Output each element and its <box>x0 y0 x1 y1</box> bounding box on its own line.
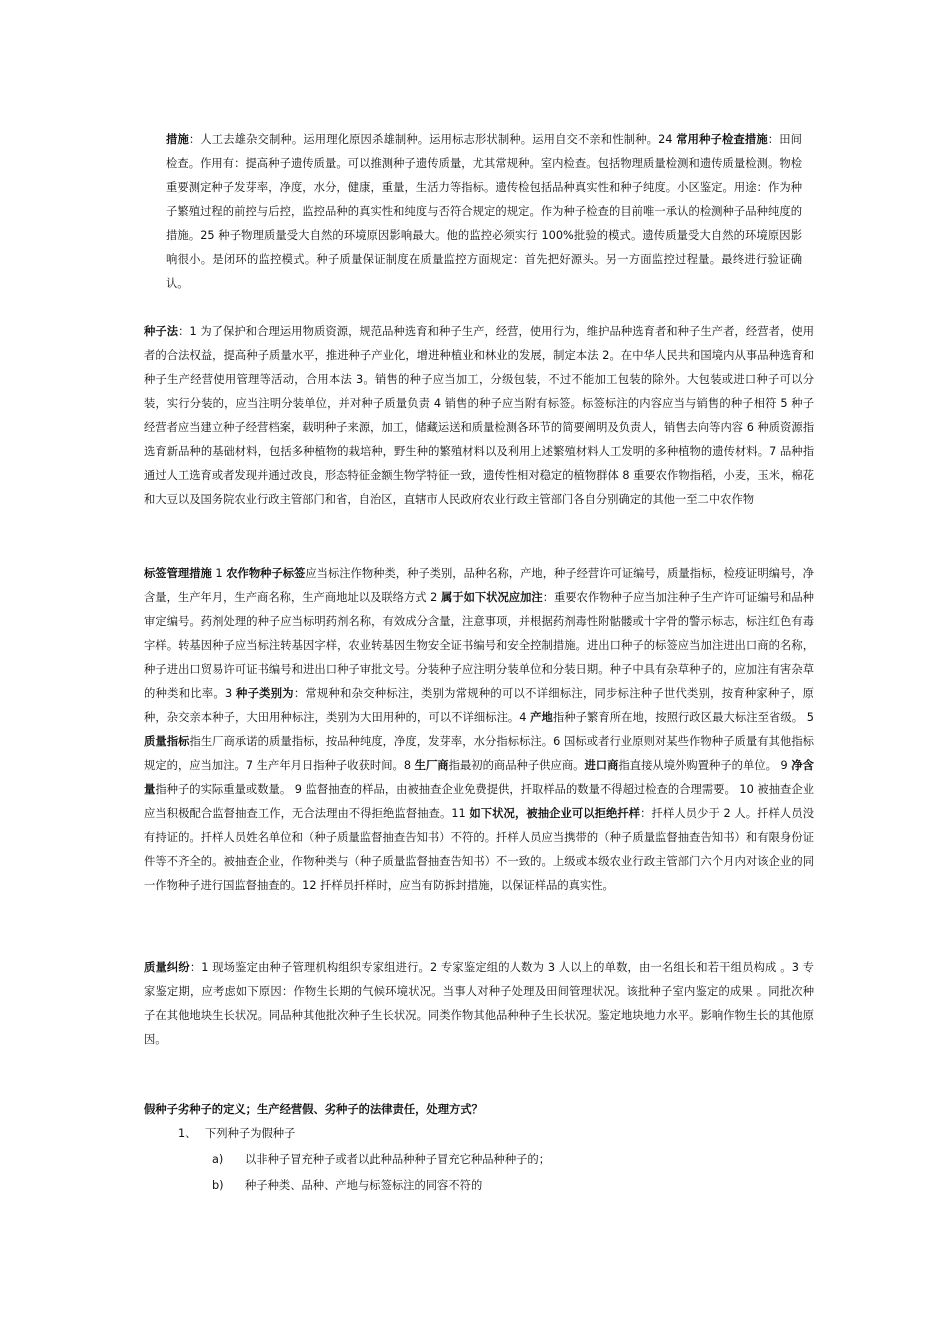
list-letter: b) <box>212 1179 224 1192</box>
bold-term: 措施 <box>166 133 189 146</box>
list-number: 1、 <box>178 1127 197 1140</box>
bold-term: 质量纠纷 <box>144 961 190 974</box>
text-run: ：1 为了保护和合理运用物质资源，规范品种选育和种子生产，经营，使用行为，维护品种选育者和种子生产者，经营者，使用者的合法权益，提高种子质量水平，推进种子产业化，增进种植业和林业的发展，制定本法 2。在中华人民共和国境内从事品种选育和种子生产经营使用管理等活动，合用本法 3。销售的种子应当加工，分级包装，不过不能加工包装的除外。大包装或进口种子可以分装，实行分装的，应当注明分装单位，并对种子质量负责 4 销售的种子应当附有标签。标签标注的内容应当与销售的种子相符 5 种子经营者应当建立种子经营档案，载明种子来源，加工，储藏运送和质量检测各环节的简要阐明及负责人，销售去向等内容 6 种质资源指选育新品种的基础材料，包括多种植物的栽培种，野生种的繁殖材料以及利用上述繁殖材料人工发明的多种植物的遗传材料。7 品种指通过人工选育或者发现并通过改良，形态特征金额生物学特征一致，遗传性相对稳定的植物群体 8 重要农作物指稻，小麦，玉米，棉花和大豆以及国务院农业行政主管部门和省，自治区，直辖市人民政府农业行政主管部门各自分别确定的其他一至二中农作物 <box>144 325 814 506</box>
list-letter: a) <box>212 1153 224 1166</box>
bold-term: 净含量 <box>144 759 814 796</box>
text-run: 指种子繁育所在地，按照行政区最大标注至省级。 5 <box>552 711 814 724</box>
text-run: ：重要农作物种子应当加注种子生产许可证编号和品种审定编号。药剂处理的种子应当标明药剂名称，有效成分含量，注意事项，并根据药剂毒性附骷髅或十字骨的警示标志，标注红色有毒字样。转基因种子应当标注转基因字样，农业转基因生物安全证书编号和安全控制措施。进出口种子的标签应当加注进出口商的名称，种子进出口贸易许可证书编号和进出口种子审批文号。分装种子应注明分装单位和分装日期。种子中具有杂草种子的，应加注有害杂草的种类和比率。3 <box>144 591 814 700</box>
text-run: ：1 现场鉴定由种子管理机构组织专家组进行。2 专家鉴定组的人数为 3 人以上的单数，由一名组长和若干组员构成 。3 专家鉴定期，应考虑如下原因：作物生长期的气候环境状况。当事人对种子处理及田间管理状况。该批种子室内鉴定的成果 。同批次种子在其他地块生长状况。同品种其他批次种子生长状况。同类作物其他品种种子生长状况。鉴定地块地力水平。影响作物生长的其他原因。 <box>144 961 814 1046</box>
text-run: ：田间检查。作用有：提高种子遗传质量。可以推测种子遗传质量，尤其常规种。室内检查。包括物理质量检测和遗传质量检测。物检重要测定种子发芽率，净度，水分，健康，重量，生活力等指标。遗传检包括品种真实性和种子纯度。小区鉴定。用途：作为种子繁殖过程的前控与后控，监控品种的真实性和纯度与否符合规定的规定。作为种子检查的目前唯一承认的检测种子品种纯度的措施。25 种子物理质量受大自然的环境原因影响最大。他的监控必须实行 100%批验的模式。遗传质量受大自然的环境原因影响很小。是闭环的监控模式。种子质量保证制度在质量监控方面规定：首先把好源头。另一方面监控过程量。最终进行验证确认。 <box>166 133 802 290</box>
text-run: 指生厂商承诺的质量指标，按品种纯度，净度，发芽率，水分指标标注。6 国标或者行业原则对某些作物种子质量有其他指标规定的，应当加注。7 生产年月日指种子收获时间。8 <box>144 735 814 772</box>
text-run: ：常规种和杂交种标注，类别为常规种的可以不详细标注，同步标注种子世代类别，按育种家种子，原种，杂交亲本种子，大田用种标注，类别为大田用种的，可以不详细标注。4 <box>144 687 814 724</box>
bold-term: 种子法 <box>144 325 179 338</box>
bold-term: 产地 <box>530 711 553 724</box>
text-run: 应当标注作物种类，种子类别，品种名称，产地，种子经营许可证编号，质量指标，检疫证明编号，净含量，生产年月，生产商名称，生产商地址以及联络方式 2 <box>144 567 814 604</box>
list-text: 下列种子为假种子 <box>205 1127 296 1140</box>
bold-term: 种子类别为 <box>236 687 294 700</box>
paragraph-label-management <box>144 562 814 898</box>
bold-term: 如下状况，被抽企业可以拒绝扦样 <box>469 807 641 820</box>
bold-term: 属于如下状况应加注 <box>440 591 543 604</box>
list-text: 以非种子冒充种子或者以此种品种种子冒充它种品种种子的； <box>245 1153 551 1166</box>
text-run: 指种子的实际重量或数量。 9 监督抽查的样品，由被抽查企业免费提供，扦取样品的数量不得超过检查的合理需要。 10 被抽查企业应当积极配合监督抽查工作，无合法理由不得拒绝监督抽查。11 <box>144 783 814 820</box>
text-run: 指最初的商品种子供应商。 <box>448 759 585 772</box>
bold-term: 生厂商 <box>414 759 449 772</box>
bold-term: 质量指标 <box>144 735 190 748</box>
text-run: 1 <box>211 567 227 580</box>
bold-term: 常用种子检查措施 <box>676 133 768 146</box>
text-run: 指直接从境外购置种子的单位。 9 <box>618 759 792 772</box>
bold-term: 标签管理措施 <box>144 567 212 580</box>
bold-term: 进口商 <box>584 759 619 772</box>
text-run: ：扦样人员少于 2 人。扦样人员没有持证的。扦样人员姓名单位和（种子质量监督抽查告知书）不符的。扦样人员应当携带的（种子质量监督抽查告知书）和有限身份证件等不齐全的。被抽查企业，作物种类与（种子质量监督抽查告知书）不一致的。上级或本级农业行政主管部门六个月内对该企业的同一作物种子进行国监督抽查的。12 扦样员扦样时，应当有防拆封措施，以保证样品的真实性。 <box>144 807 814 892</box>
text-run: ：人工去雄杂交制种。运用理化原因杀雄制种。运用标志形状制种。运用自交不亲和性制种。24 <box>188 133 677 146</box>
paragraph-measures <box>166 128 802 296</box>
paragraph-seed-law <box>144 320 814 512</box>
paragraph-quality-dispute <box>144 956 814 1052</box>
list-text: 种子种类、品种、产地与标签标注的同容不符的 <box>245 1179 483 1192</box>
fake-seed-heading: 假种子劣种子的定义；生产经营假、劣种子的法律责任，处理方式？ <box>144 1103 483 1116</box>
bold-term: 农作物种子标签 <box>226 567 306 580</box>
